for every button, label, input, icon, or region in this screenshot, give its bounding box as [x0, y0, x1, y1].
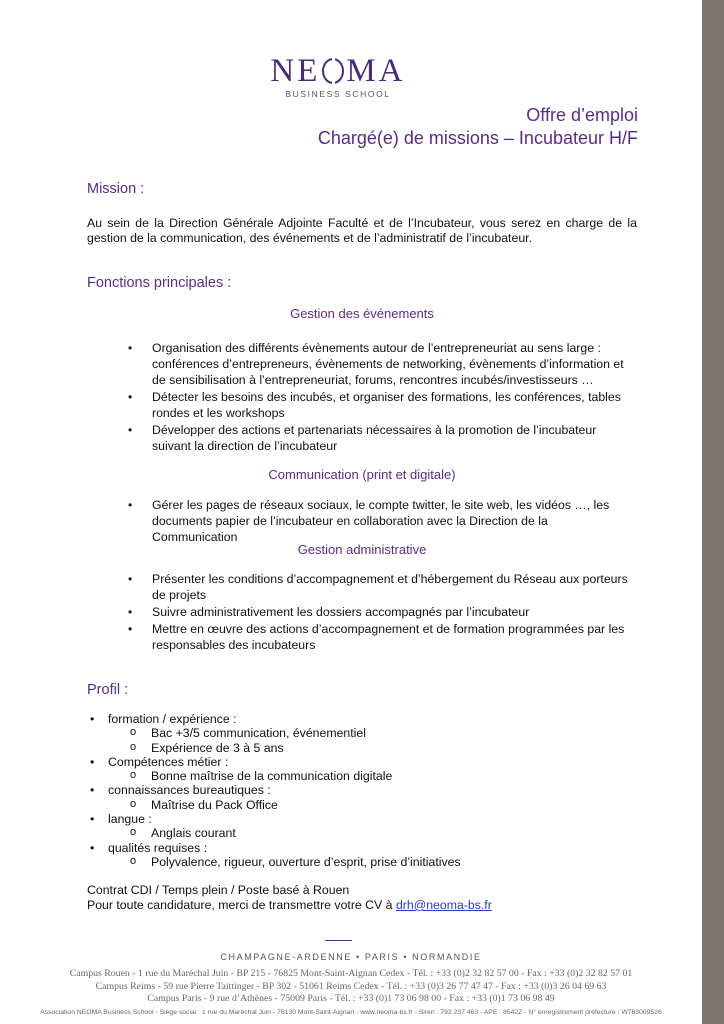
list-item: • Détecter les besoins des incubés, et organiser des formations, les conférences, tables rondes et les workshops: [128, 389, 636, 421]
logo-wordmark: NE MA: [270, 53, 406, 89]
right-edge-band: [702, 0, 724, 1024]
administrative-list: [128, 571, 636, 654]
list-item: • Gérer les pages de réseaux sociaux, le compte twitter, le site web, les vidéos …, les documents papier de l’incubateur en collaboration avec la Direction de la Communication: [128, 497, 636, 545]
logo-o-mark: [322, 58, 344, 84]
document-title-line2: Chargé(e) de missions – Incubateur H/F: [317, 128, 638, 148]
mission-text: Au sein de la Direction Générale Adjointe Faculté et de l’Incubateur, vous serez en charge de la gestion de la communication, des événements et de l’administratif de l’incubateur.: [87, 216, 637, 245]
profil-item: • qualités requises : o Polyvalence, rigueur, ouverture d’esprit, prise d’initiatives: [87, 841, 607, 870]
contract-line: Contrat CDI / Temps plein / Poste basé à Rouen: [87, 883, 350, 897]
fonctions-heading: Fonctions principales :: [87, 275, 232, 291]
footer-legal: Association NEOMA Business School - Siège social : 1 rue du Maréchal Juin - 76130 Mont-Saint-Aignan - www.neoma-bs.fr - Siren : 792 237 463 - APE : 8542Z - N° enregistrement préfecture : W763009526: [40, 1009, 662, 1016]
group-title-communication: Communication (print et digitale): [268, 467, 456, 482]
list-item: • Suivre administrativement les dossiers accompagnés par l’incubateur: [128, 604, 636, 620]
profil-subitem: o Bonne maîtrise de la communication digitale: [108, 769, 607, 783]
footer-divider: [325, 940, 352, 941]
profil-subitem: o Maîtrise du Pack Office: [108, 798, 607, 812]
profil-subitem: o Expérience de 3 à 5 ans: [108, 741, 607, 755]
mission-heading: Mission :: [87, 181, 145, 197]
footer-campus-reims: Campus Reims - 59 rue Pierre Taittinger - BP 302 - 51061 Reims Cedex - Tél. : +33 (0)3 26 77 47 47 - Fax : +33 (0)3 26 04 69 63: [95, 981, 607, 992]
profil-item: • langue : o Anglais courant: [87, 812, 607, 841]
document-title-line1: Offre d’emploi: [526, 105, 638, 125]
footer-campus-paris: Campus Paris - 9 rue d’Athènes - 75009 Paris - Tél. : +33 (0)1 73 06 98 00 - Fax : +33 (0)1 73 06 98 49: [147, 993, 555, 1004]
evenements-list: [128, 340, 636, 455]
profil-subitem: o Anglais courant: [108, 826, 607, 840]
group-title-administrative: Gestion administrative: [297, 542, 427, 557]
neoma-logo: [262, 54, 414, 99]
profil-subitem: o Polyvalence, rigueur, ouverture d’esprit, prise d’initiatives: [108, 855, 607, 869]
profil-subitem: o Bac +3/5 communication, événementiel: [108, 726, 607, 740]
list-item: • Présenter les conditions d’accompagnement et d’hébergement du Réseau aux porteurs de projets: [128, 571, 636, 603]
communication-list: [128, 497, 636, 546]
list-item: • Développer des actions et partenariats nécessaires à la promotion de l’incubateur suivant la direction de l’incubateur: [128, 422, 636, 454]
list-item: • Mettre en œuvre des actions d’accompagnement et de formation programmées par les responsables des incubateurs: [128, 621, 636, 653]
profil-list: [87, 712, 607, 869]
email-link[interactable]: drh@neoma-bs.fr: [395, 898, 492, 912]
profil-item: • connaissances bureautiques : o Maîtrise du Pack Office: [87, 783, 607, 812]
profil-heading: Profil :: [87, 682, 129, 698]
apply-line: Pour toute candidature, merci de transmettre votre CV à drh@neoma-bs.fr: [87, 898, 492, 912]
group-title-evenements: Gestion des événements: [290, 306, 434, 321]
list-item: • Organisation des différents évènements autour de l’entrepreneuriat au sens large : conférences d’entrepreneurs, évènements de networking, évènements d’information et de sensibilisation à l’entrepreneuriat, forums, rencontres incubés/investisseurs …: [128, 340, 636, 388]
profil-item: • Compétences métier : o Bonne maîtrise de la communication digitale: [87, 755, 607, 784]
logo-subtitle: BUSINESS SCHOOL: [285, 89, 391, 99]
footer-cities: CHAMPAGNE-ARDENNE • PARIS • NORMANDIE: [220, 952, 482, 962]
footer-campus-rouen: Campus Rouen - 1 rue du Maréchal Juin - BP 215 - 76825 Mont-Saint-Aignan Cedex - Tél. : +33 (0)2 32 82 57 00 - Fax : +33 (0)2 32 82 57 01: [69, 968, 633, 979]
profil-item: • formation / expérience : o Bac +3/5 communication, événementiel o Expérience de 3 à 5 ans: [87, 712, 607, 755]
